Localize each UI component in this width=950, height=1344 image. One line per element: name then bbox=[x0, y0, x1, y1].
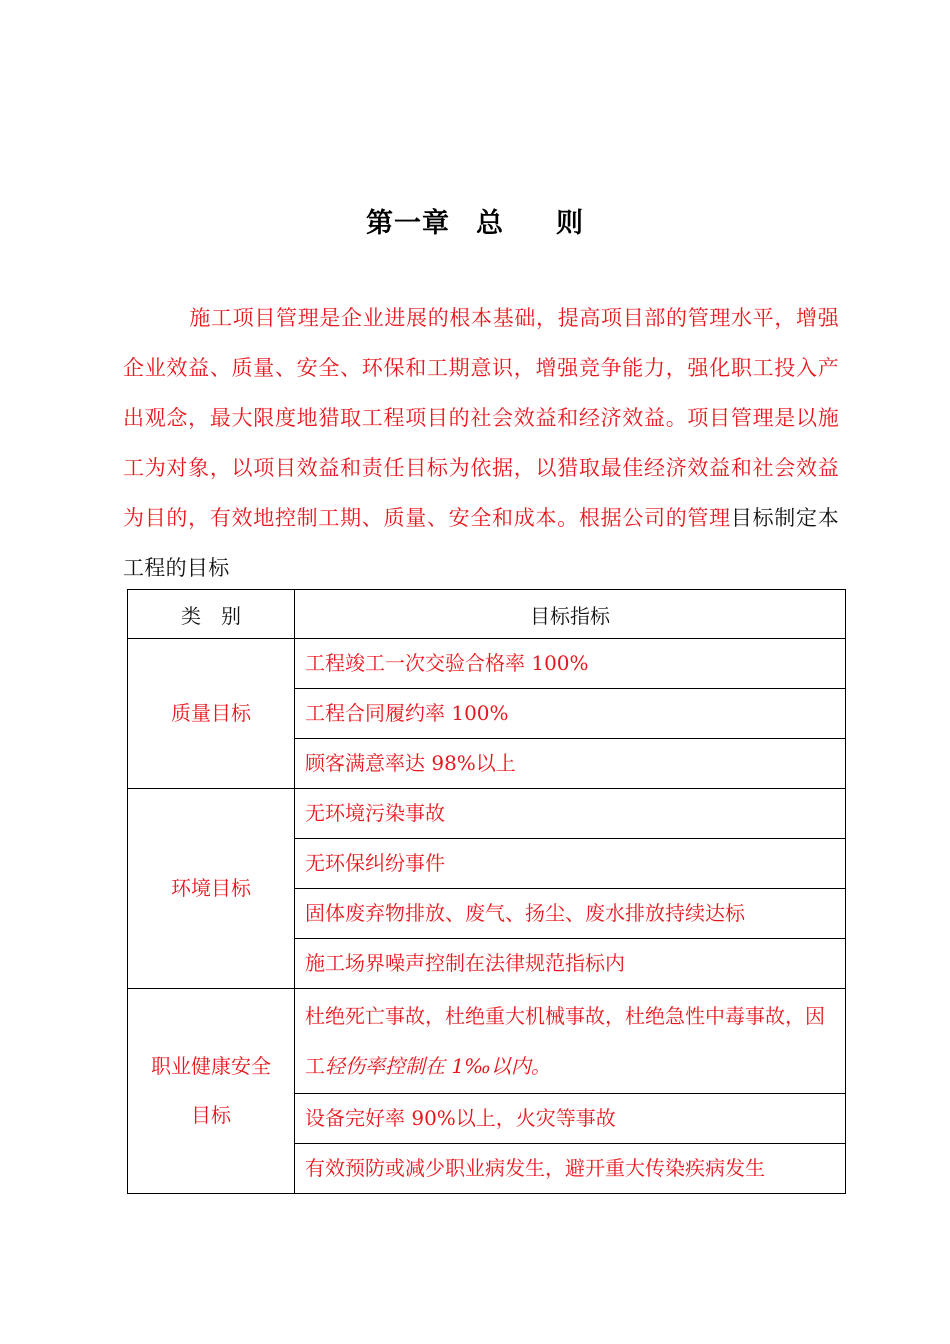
goals-table bbox=[127, 589, 846, 1194]
target-item: 有效预防或减少职业病发生，避开重大传染疾病发生 bbox=[295, 1144, 846, 1194]
chapter-word-1: 总 bbox=[476, 208, 504, 239]
target-item: 无环保纠纷事件 bbox=[295, 839, 846, 889]
intro-paragraph bbox=[123, 293, 839, 593]
target-item: 顾客满意率达 98%以上 bbox=[295, 739, 846, 789]
header-category: 类 别 bbox=[128, 590, 295, 639]
chapter-title bbox=[0, 204, 950, 244]
target-item: 固体废弃物排放、废气、扬尘、废水排放持续达标 bbox=[295, 889, 846, 939]
target-item: 工程竣工一次交验合格率 100% bbox=[295, 639, 846, 689]
category-ohs: 职业健康安全 目标 bbox=[128, 989, 295, 1194]
table-header-row bbox=[128, 590, 846, 639]
header-target: 目标指标 bbox=[295, 590, 846, 639]
intro-text-black: 目标制定本工程的目标 bbox=[123, 506, 839, 580]
table-row bbox=[128, 789, 846, 839]
target-item: 杜绝死亡事故，杜绝重大机械事故，杜绝急性中毒事故，因工轻伤率控制在 1‰以内。 bbox=[295, 989, 846, 1094]
target-item: 设备完好率 90%以上，火灾等事故 bbox=[295, 1094, 846, 1144]
table-row bbox=[128, 639, 846, 689]
target-item: 工程合同履约率 100% bbox=[295, 689, 846, 739]
target-item: 施工场界噪声控制在法律规范指标内 bbox=[295, 939, 846, 989]
table-row bbox=[128, 989, 846, 1094]
category-environment: 环境目标 bbox=[128, 789, 295, 989]
chapter-number: 第一章 bbox=[366, 208, 450, 239]
intro-text-red: 施工项目管理是企业进展的根本基础，提高项目部的管理水平，增强企业效益、质量、安全、环保和工期意识，增强竞争能力，强化职工投入产出观念，最大限度地猎取工程项目的社会效益和经济效益。项目管理是以施工为对象，以项目效益和责任目标为依据，以猎取最佳经济效益和社会效益为目的，有效地控制工期、质量、安全和成本。根据公司的管理 bbox=[123, 306, 839, 530]
chapter-word-2: 则 bbox=[556, 208, 584, 239]
category-quality: 质量目标 bbox=[128, 639, 295, 789]
target-item: 无环境污染事故 bbox=[295, 789, 846, 839]
